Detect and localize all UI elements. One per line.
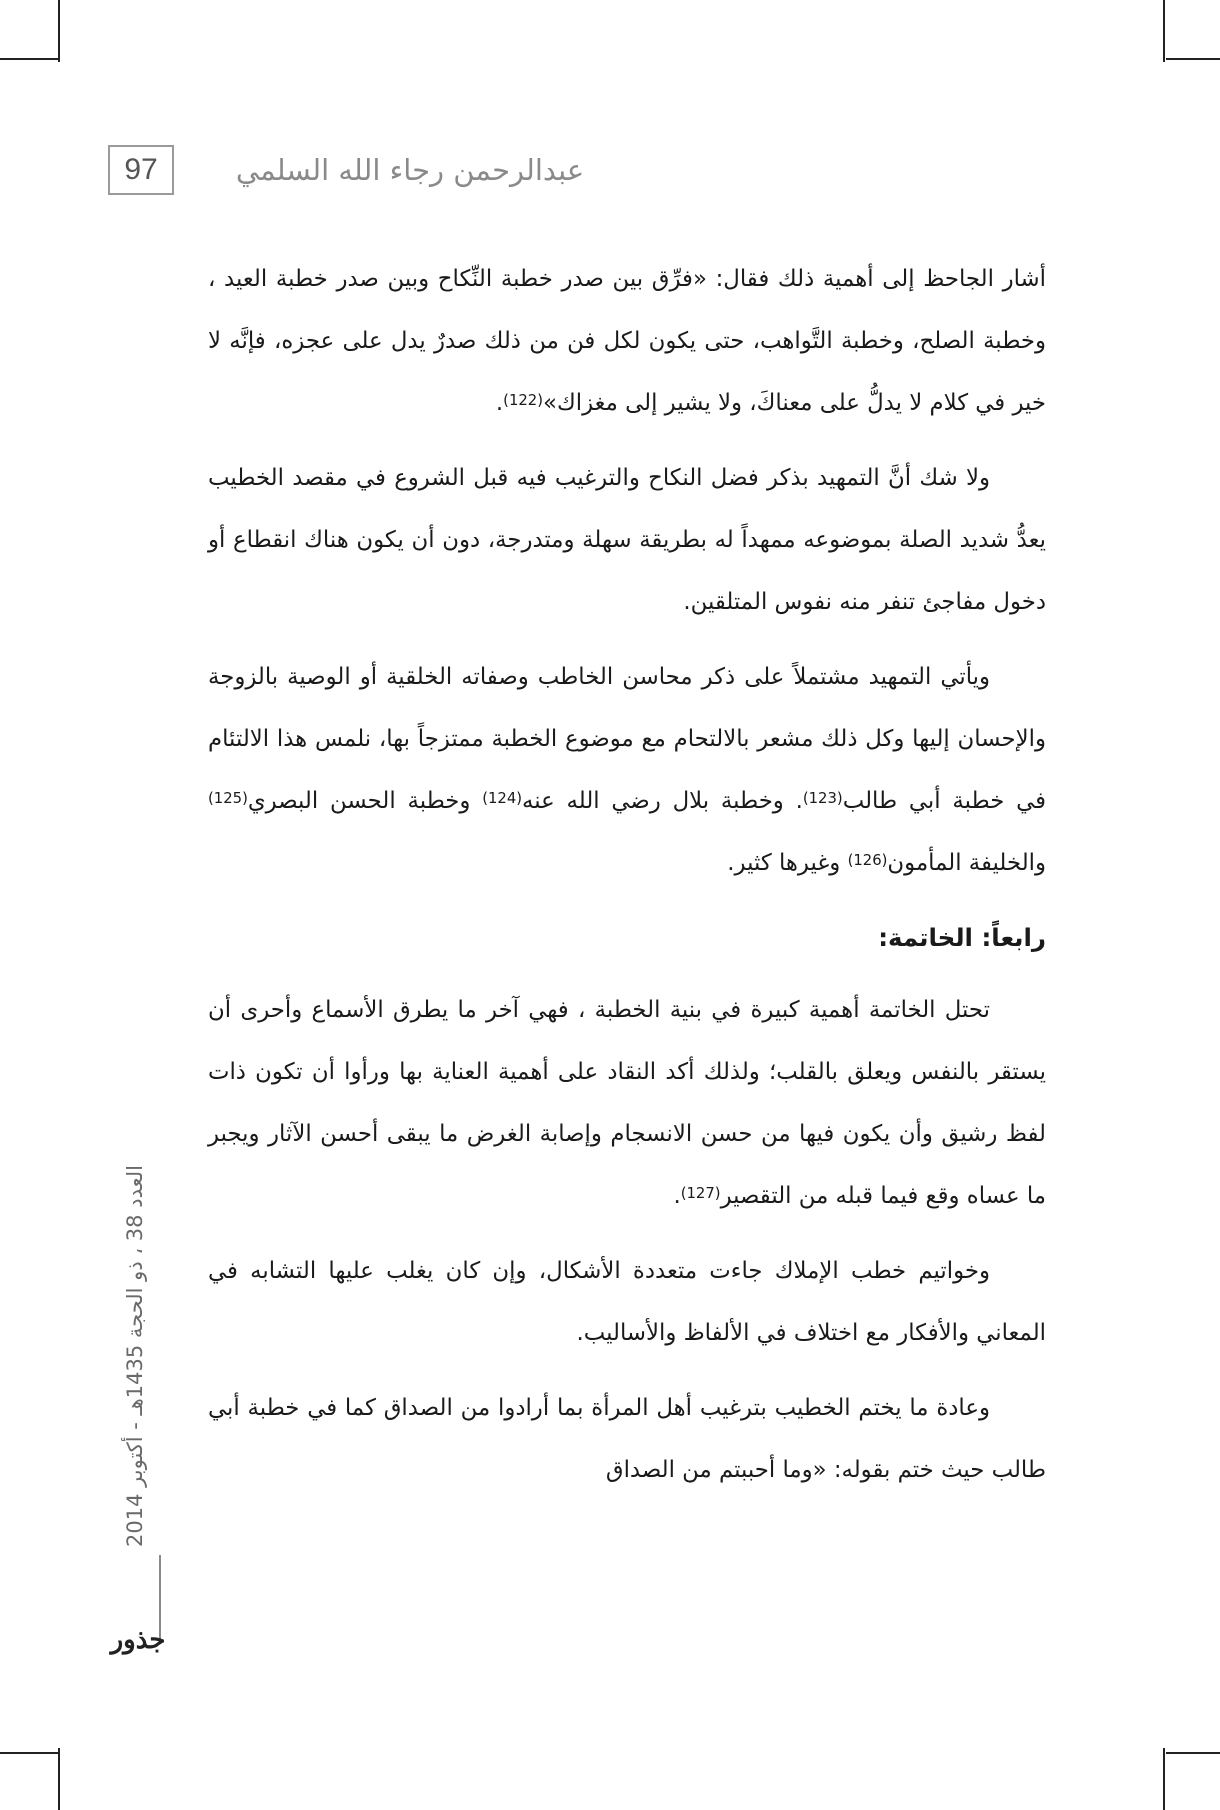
article-body [208,248,1046,1514]
paragraph-text: أشار الجاحظ إلى أهمية ذلك فقال: «فرِّق بين صدر خطبة النِّكاح وبين صدر خطبة العيد ، وخطبة الصلح، وخطبة التَّواهب، حتى يكون لكل فن من ذلك صدرٌ يدل على عجزه، فإنَّه لا خير في كلام لا يدلُّ على معناكَ، ولا يشير إلى مغزاك» [208,266,1046,416]
footnote-ref[interactable]: (123) [802,789,843,807]
footnote-ref[interactable]: (124) [482,789,523,807]
running-head-author: عبدالرحمن رجاء الله السلمي [235,153,585,187]
crop-mark [58,1748,60,1810]
paragraph [208,979,1046,1227]
page-number: 97 [108,145,174,195]
paragraph-text: تحتل الخاتمة أهمية كبيرة في بنية الخطبة ، فهي آخر ما يطرق الأسماع وأحرى أن يستقر بالنفس ويعلق بالقلب؛ ولذلك أكد النقاد على أهمية العناية بها ورأوا أن تكون ذات لفظ رشيق وأن يكون فيها من حسن الانسجام وإصابة الغرض ما يبقى أحسن الآثار ويجبر ما عساه وقع فيما قبله من التقصير [208,997,1046,1209]
paragraph-text: وخواتيم خطب الإملاك جاءت متعددة الأشكال، وإن كان يغلب عليها التشابه في المعاني والأفكار مع اختلاف في الألفاظ والأساليب. [208,1258,1046,1346]
footnote-ref[interactable]: (127) [680,1184,721,1202]
paragraph-text: والخليفة المأمون [887,850,1046,876]
paragraph-text: وغيرها كثير. [727,850,848,876]
paragraph [208,1377,1046,1501]
issue-info: العدد 38 ، ذو الحجة 1435هـ - أكتوبر 2014 [123,1164,147,1547]
paragraph [208,646,1046,894]
footnote-ref[interactable]: (125) [208,789,248,807]
crop-mark [1166,1752,1220,1754]
crop-mark [0,1752,58,1754]
section-heading: رابعاً: الخاتمة: [878,923,1046,952]
paragraph-end: . [673,1183,681,1209]
paragraph-text: . وخطبة بلال رضي الله عنه [522,788,803,814]
issue-sidebar [112,1098,158,1613]
crop-mark [1166,58,1220,60]
paragraph-text: وخطبة الحسن البصري [247,788,483,814]
crop-mark [1163,0,1165,62]
crop-mark [58,0,60,62]
paragraph-text: ولا شك أنَّ التمهيد بذكر فضل النكاح والترغيب فيه قبل الشروع في مقصد الخطيب يعدُّ شديد الصلة بموضوعه ممهداً له بطريقة سهلة ومتدرجة، دون أن يكون هناك انقطاع أو دخول مفاجئ تنفر منه نفوس المتلقين. [208,465,1046,615]
footnote-ref[interactable]: (122) [503,391,544,409]
paragraph-text: ويأتي التمهيد مشتملاً على ذكر محاسن الخاطب وصفاته الخلقية أو الوصية بالزوجة والإحسان إليها وكل ذلك مشعر بالالتحام مع موضوع الخطبة ممتزجاً بها، نلمس هذا الالتئام في خطبة أبي طالب [208,664,1046,814]
paragraph-text: وعادة ما يختم الخطيب بترغيب أهل المرأة بما أرادوا من الصداق كما في خطبة أبي طالب حيث ختم بقوله: «وما أحببتم من الصداق [208,1395,1046,1483]
paragraph [208,447,1046,633]
crop-mark [1163,1748,1165,1810]
paragraph [208,1240,1046,1364]
footnote-ref[interactable]: (126) [847,851,888,869]
paragraph-end: . [495,390,504,416]
crop-mark [0,58,58,60]
journal-logo: جذور [110,1625,166,1655]
paragraph [208,248,1046,434]
